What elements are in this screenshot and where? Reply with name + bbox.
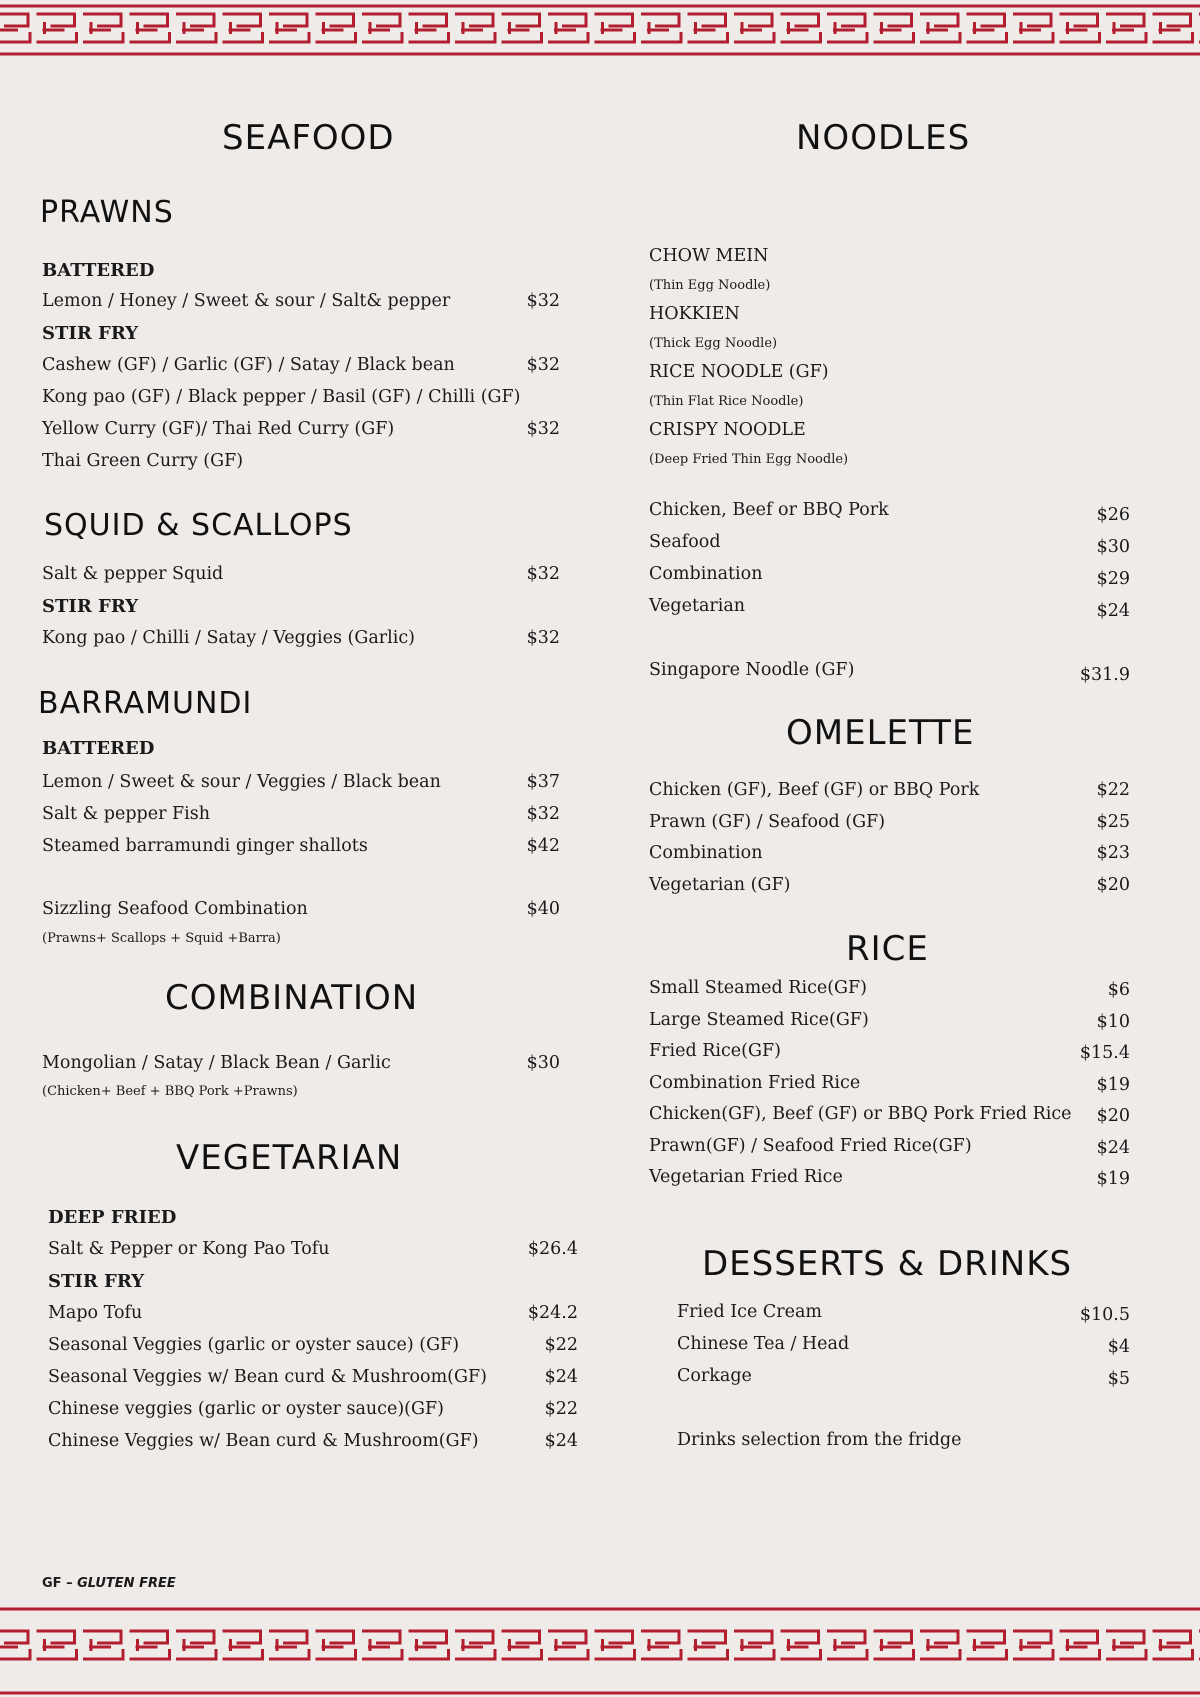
noodle-price-item: Chicken, Beef or BBQ Pork: [649, 500, 889, 520]
omelette-item: Prawn (GF) / Seafood (GF): [649, 812, 886, 832]
barra-price: $37: [526, 772, 560, 792]
veg-price: $24: [544, 1431, 578, 1451]
sizzling-combination-price: $40: [526, 899, 560, 919]
veg-item: Chinese veggies (garlic or oyster sauce)(GF): [48, 1399, 444, 1419]
omelette-price: $25: [1096, 812, 1130, 832]
desserts-drinks-title: DESSERTS & DRINKS: [702, 1244, 1073, 1284]
singapore-noodle-item: Singapore Noodle (GF): [649, 660, 855, 680]
barra-price: $32: [526, 804, 560, 824]
omelette-item: Combination: [649, 843, 763, 863]
gf-meaning: GLUTEN FREE: [77, 1576, 176, 1591]
singapore-noodle-price: $31.9: [1079, 665, 1130, 685]
drinks-note: Drinks selection from the fridge: [677, 1430, 962, 1450]
squid-stirfry-item: Kong pao / Chilli / Satay / Veggies (Garlic): [42, 628, 415, 648]
vegetarian-title: VEGETARIAN: [176, 1138, 403, 1178]
rice-price: $10: [1096, 1012, 1130, 1032]
sizzling-combination-note: (Prawns+ Scallops + Squid +Barra): [42, 931, 281, 946]
omelette-price: $20: [1096, 875, 1130, 895]
veg-item: Mapo Tofu: [48, 1303, 143, 1323]
rice-item: Vegetarian Fried Rice: [649, 1167, 843, 1187]
veg-deepfried-label: DEEP FRIED: [48, 1207, 177, 1228]
prawns-stirfry-line: Cashew (GF) / Garlic (GF) / Satay / Black bean: [42, 355, 455, 375]
prawns-stirfry-line: Yellow Curry (GF)/ Thai Red Curry (GF): [42, 419, 395, 439]
rice-price: $24: [1096, 1138, 1130, 1158]
barra-battered-label: BATTERED: [42, 738, 155, 759]
omelette-price: $22: [1096, 780, 1130, 800]
noodle-type-note: (Thin Egg Noodle): [649, 278, 771, 293]
rice-title: RICE: [846, 929, 929, 969]
barra-item: Lemon / Sweet & sour / Veggies / Black bean: [42, 772, 441, 792]
combination-price: $30: [526, 1053, 560, 1073]
prawns-stirfry-line: Thai Green Curry (GF): [42, 451, 244, 471]
rice-item: Small Steamed Rice(GF): [649, 978, 868, 998]
noodle-type-note: (Thin Flat Rice Noodle): [649, 394, 804, 409]
prawns-stirfry-label: STIR FRY: [42, 323, 139, 344]
dessert-item: Chinese Tea / Head: [677, 1334, 850, 1354]
dessert-price: $10.5: [1079, 1305, 1130, 1325]
gf-dash: –: [61, 1576, 78, 1591]
veg-price: $22: [544, 1399, 578, 1419]
omelette-title: OMELETTE: [786, 713, 975, 753]
prawns-stirfry-price: $32: [526, 419, 560, 439]
veg-deepfried-price: $26.4: [527, 1239, 578, 1259]
omelette-item: Vegetarian (GF): [649, 875, 791, 895]
veg-price: $24: [544, 1367, 578, 1387]
squid-scallops-title: SQUID & SCALLOPS: [44, 508, 353, 543]
dessert-price: $4: [1107, 1337, 1130, 1357]
noodle-price-item: Seafood: [649, 532, 721, 552]
omelette-item: Chicken (GF), Beef (GF) or BBQ Pork: [649, 780, 980, 800]
noodle-price: $26: [1096, 505, 1130, 525]
veg-deepfried-item: Salt & Pepper or Kong Pao Tofu: [48, 1239, 330, 1259]
veg-item: Chinese Veggies w/ Bean curd & Mushroom(GF): [48, 1431, 479, 1451]
noodle-price: $30: [1096, 537, 1130, 557]
rice-price: $15.4: [1079, 1043, 1130, 1063]
prawns-stirfry-price: $32: [526, 355, 560, 375]
squid-stirfry-price: $32: [526, 628, 560, 648]
rice-item: Prawn(GF) / Seafood Fried Rice(GF): [649, 1136, 972, 1156]
barramundi-title: BARRAMUNDI: [38, 686, 253, 721]
veg-price: $22: [544, 1335, 578, 1355]
prawns-stirfry-line: Kong pao (GF) / Black pepper / Basil (GF) / Chilli (GF): [42, 387, 521, 407]
omelette-price: $23: [1096, 843, 1130, 863]
veg-stirfry-label: STIR FRY: [48, 1271, 145, 1292]
rice-price: $20: [1096, 1106, 1130, 1126]
prawns-battered-label: BATTERED: [42, 260, 155, 281]
gf-abbrev: GF: [42, 1576, 62, 1591]
squid-price: $32: [526, 564, 560, 584]
barra-item: Salt & pepper Fish: [42, 804, 210, 824]
barra-price: $42: [526, 836, 560, 856]
rice-item: Chicken(GF), Beef (GF) or BBQ Pork Fried Rice: [649, 1104, 1072, 1124]
noodle-type-name: RICE NOODLE (GF): [649, 362, 829, 382]
rice-price: $6: [1107, 980, 1130, 1000]
noodles-title: NOODLES: [796, 118, 971, 158]
top-border-pattern: [0, 0, 1200, 62]
rice-item: Combination Fried Rice: [649, 1073, 861, 1093]
barra-item: Steamed barramundi ginger shallots: [42, 836, 368, 856]
noodle-type-note: (Thick Egg Noodle): [649, 336, 778, 351]
noodle-price-item: Vegetarian: [649, 596, 746, 616]
combination-note: (Chicken+ Beef + BBQ Pork +Prawns): [42, 1084, 298, 1099]
squid-stirfry-label: STIR FRY: [42, 596, 139, 617]
noodle-price-item: Combination: [649, 564, 763, 584]
seafood-title: SEAFOOD: [222, 118, 395, 158]
dessert-price: $5: [1107, 1369, 1130, 1389]
veg-item: Seasonal Veggies (garlic or oyster sauce) (GF): [48, 1335, 460, 1355]
rice-item: Fried Rice(GF): [649, 1041, 781, 1061]
rice-item: Large Steamed Rice(GF): [649, 1010, 869, 1030]
sizzling-combination-item: Sizzling Seafood Combination: [42, 899, 308, 919]
dessert-item: Fried Ice Cream: [677, 1302, 822, 1322]
noodle-type-name: CHOW MEIN: [649, 246, 769, 266]
combination-title: COMBINATION: [165, 978, 419, 1018]
rice-price: $19: [1096, 1169, 1130, 1189]
veg-price: $24.2: [527, 1303, 578, 1323]
prawns-battered-item: Lemon / Honey / Sweet & sour / Salt& pepper: [42, 291, 451, 311]
squid-item: Salt & pepper Squid: [42, 564, 224, 584]
noodle-price: $29: [1096, 569, 1130, 589]
prawns-battered-price: $32: [526, 291, 560, 311]
veg-item: Seasonal Veggies w/ Bean curd & Mushroom(GF): [48, 1367, 487, 1387]
noodle-type-name: HOKKIEN: [649, 304, 740, 324]
dessert-item: Corkage: [677, 1366, 752, 1386]
noodle-type-name: CRISPY NOODLE: [649, 420, 806, 440]
rice-price: $19: [1096, 1075, 1130, 1095]
gluten-free-footnote: [42, 1576, 176, 1591]
prawns-title: PRAWNS: [40, 195, 174, 230]
bottom-border-pattern: [0, 1607, 1200, 1697]
noodle-type-note: (Deep Fried Thin Egg Noodle): [649, 452, 849, 467]
combination-item: Mongolian / Satay / Black Bean / Garlic: [42, 1053, 391, 1073]
noodle-price: $24: [1096, 601, 1130, 621]
